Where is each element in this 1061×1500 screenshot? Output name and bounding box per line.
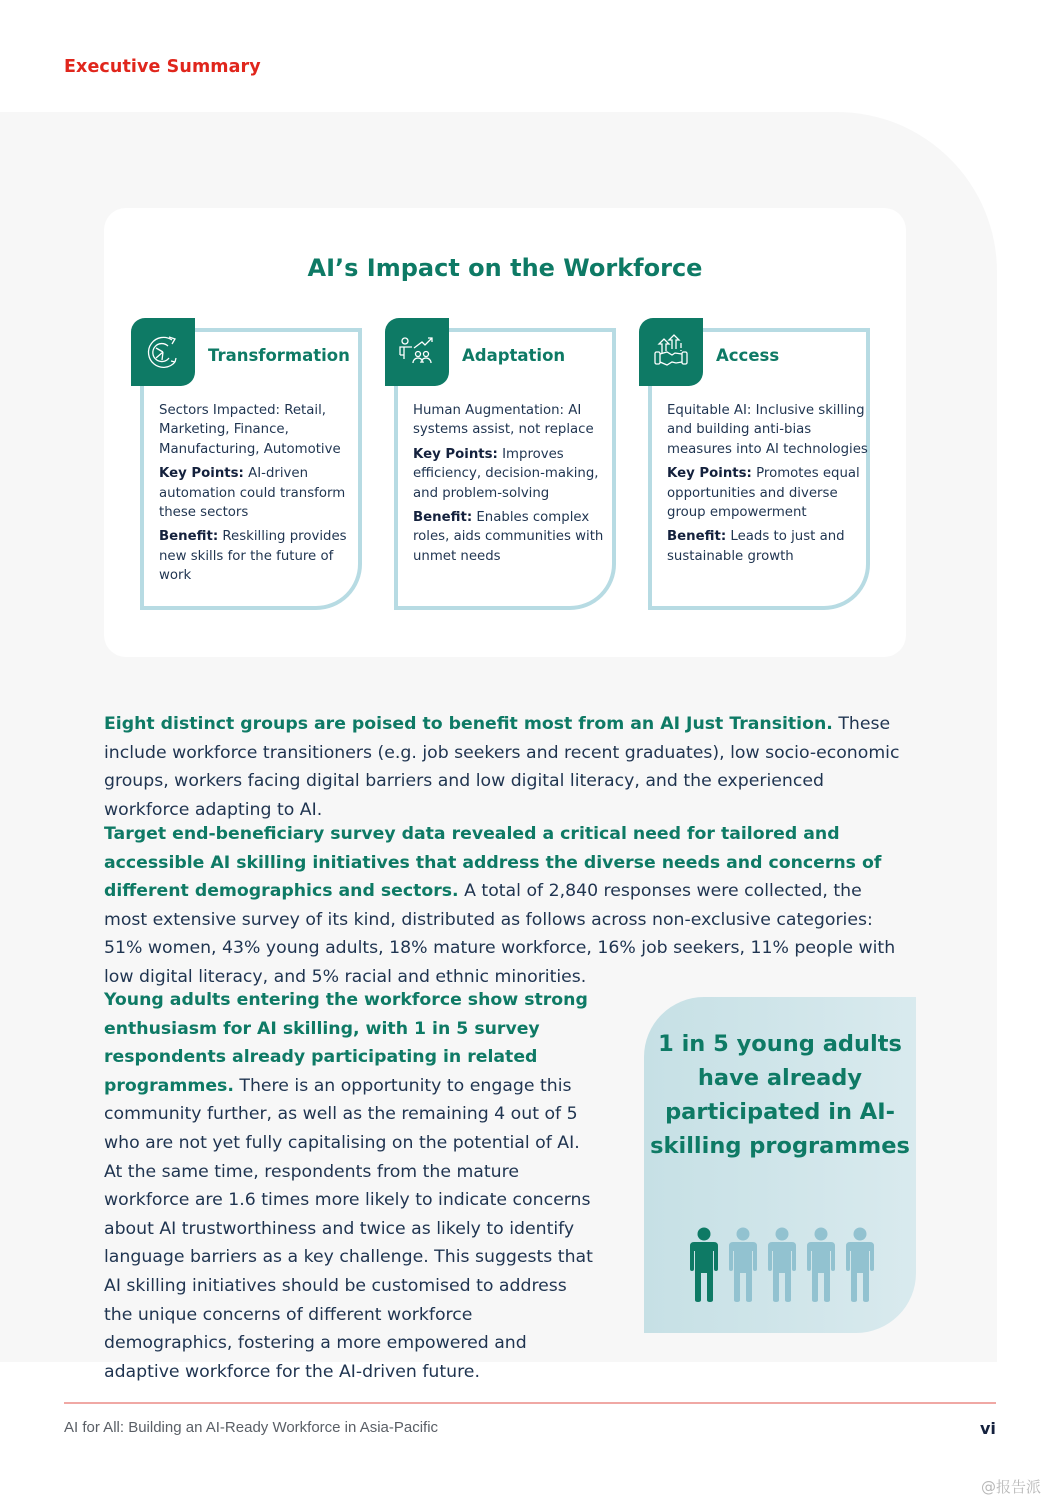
card-body [413, 401, 618, 571]
card-title: Access [716, 346, 780, 365]
benefit-label: Benefit: [667, 529, 727, 545]
card-adaptation [385, 318, 638, 614]
key-points-label: Key Points: [667, 466, 752, 482]
card-body [667, 401, 872, 571]
paragraph-survey-data [104, 820, 910, 992]
benefit-label: Benefit: [413, 510, 473, 526]
key-points-text: Improves efficiency, decision-making, and problem-solving [413, 446, 599, 501]
card-key-points [159, 464, 364, 522]
card-intro: Human Augmentation: AI systems assist, not replace [413, 403, 594, 438]
card-benefit [667, 527, 872, 566]
page-number: vi [980, 1419, 996, 1438]
key-points-label: Key Points: [413, 446, 498, 462]
card-benefit [159, 527, 364, 585]
transformation-cycle-icon [142, 331, 184, 373]
section-label: Executive Summary [64, 57, 261, 77]
callout-text: 1 in 5 young adults have already participated in AI-skilling programmes [650, 1031, 910, 1159]
infographic [104, 208, 906, 657]
card-transformation [131, 318, 384, 614]
paragraph-highlight: Target end-beneficiary survey data revealed a critical need for tailored and accessible AI skilling initiatives that address the diverse needs and concerns of different demographics and sectors. [104, 824, 882, 902]
benefit-label: Benefit: [159, 529, 219, 545]
card-benefit [413, 508, 618, 566]
footer-divider [64, 1402, 996, 1404]
card-intro: Equitable AI: Inclusive skilling and building anti-bias measures into AI technologies [667, 403, 868, 457]
paragraph-highlight: Eight distinct groups are poised to benefit most from an AI Just Transition. [104, 714, 833, 734]
paragraph-highlight: Young adults entering the workforce show strong enthusiasm for AI skilling, with 1 in 5 survey respondents already participating in related programmes. [104, 990, 588, 1096]
paragraph-beneficiary-groups [104, 710, 910, 824]
card-key-points [667, 464, 872, 522]
card-body [159, 401, 364, 591]
people-pictogram [688, 1227, 876, 1303]
benefit-text: Reskilling provides new skills for the future of work [159, 529, 347, 584]
card-title: Transformation [208, 346, 350, 365]
key-points-label: Key Points: [159, 466, 244, 482]
key-points-text: AI-driven automation could transform these sectors [159, 466, 346, 521]
paragraph-text: These include workforce transitioners (e.g. job seekers and recent graduates), low socio-economic groups, workers facing digital barriers and low digital literacy, and the experienced workforce adapting to AI. [104, 714, 900, 820]
handshake-growth-icon [650, 331, 692, 373]
card-title: Adaptation [462, 346, 566, 365]
card-icon-box [385, 318, 449, 386]
person-icon [766, 1227, 798, 1303]
card-intro: Sectors Impacted: Retail, Marketing, Finance, Manufacturing, Automotive [159, 403, 341, 457]
paragraph-text: There is an opportunity to engage this community further, as well as the remaining 4 out of 5 who are not yet fully capitalising on the potential of AI. At the same time, respondents from the mature workforce are 1.6 times more likely to indicate concerns about AI trustworthiness and twice as likely to identify language barriers as a key challenge. This suggests that AI skilling initiatives should be customised to address the unique concerns of different workforce demographics, fostering a more empowered and adaptive workforce for the AI-driven future. [104, 1075, 593, 1382]
footer-report-title: AI for All: Building an AI-Ready Workforce in Asia-Pacific [64, 1419, 439, 1436]
card-icon-box [639, 318, 703, 386]
paragraph-text: A total of 2,840 responses were collected, the most extensive survey of its kind, distributed as follows across non-exclusive categories: 51% women, 43% young adults, 18% mature workforce, 16% job seekers, 11% people with low digital literacy, and 5% racial and ethnic minorities. [104, 881, 896, 987]
card-icon-box [131, 318, 195, 386]
callout-young-adults [644, 997, 916, 1333]
person-icon [805, 1227, 837, 1303]
card-access [639, 318, 892, 614]
card-key-points [413, 445, 618, 503]
person-icon [844, 1227, 876, 1303]
presenter-group-growth-icon [396, 331, 438, 373]
watermark: @报告派 [981, 1478, 1042, 1496]
benefit-text: Enables complex roles, aids communities with unmet needs [413, 510, 604, 564]
paragraph-young-adults [104, 986, 599, 1386]
infographic-title: AI’s Impact on the Workforce [307, 254, 703, 282]
benefit-text: Leads to just and sustainable growth [667, 529, 845, 564]
key-points-text: Promotes equal opportunities and diverse group empowerment [667, 466, 860, 521]
person-icon [727, 1227, 759, 1303]
person-icon-highlighted [688, 1227, 720, 1303]
